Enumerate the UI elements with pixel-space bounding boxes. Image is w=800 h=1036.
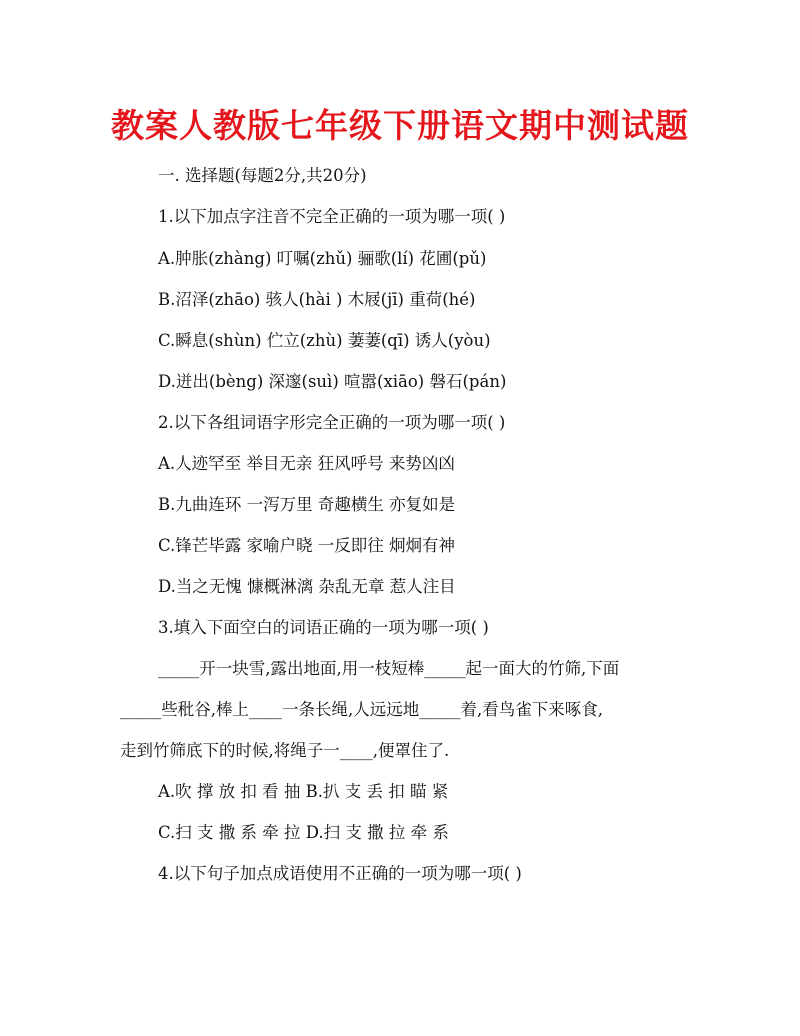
- document-title: 教案人教版七年级下册语文期中测试题: [111, 106, 689, 145]
- q1-option-d: D.迸出(bèng) 深邃(suì) 喧嚣(xiāo) 磐石(pán): [158, 372, 507, 391]
- q2-option-c: C.锋芒毕露 家喻户晓 一反即往 炯炯有神: [158, 536, 456, 555]
- q2-option-d: D.当之无愧 慷概淋漓 杂乱无章 惹人注目: [158, 577, 456, 596]
- q1-option-b: B.沼泽(zhāo) 骇人(hài ) 木屐(jī) 重荷(hé): [158, 290, 476, 309]
- q3-options-ab: A.吹 撑 放 扣 看 抽 B.扒 支 丢 扣 瞄 紧: [158, 782, 449, 801]
- question-4: 4.以下句子加点成语使用不正确的一项为哪一项( ): [158, 864, 522, 883]
- q1-option-a: A.肿胀(zhàng) 叮嘱(zhǔ) 骊歌(lí) 花圃(pǔ): [158, 249, 487, 268]
- q3-options-cd: C.扫 支 撒 系 牵 拉 D.扫 支 撒 拉 牵 系: [158, 823, 449, 842]
- q3-passage-line-1: _____开一块雪,露出地面,用一枝短棒_____起一面大的竹筛,下面: [158, 659, 620, 678]
- question-3: 3.填入下面空白的词语正确的一项为哪一项( ): [158, 618, 489, 637]
- q2-option-b: B.九曲连环 一泻万里 奇趣横生 亦复如是: [158, 495, 456, 514]
- q1-option-c: C.瞬息(shùn) 伫立(zhù) 萋萋(qī) 诱人(yòu): [158, 331, 491, 350]
- q2-option-a: A.人迹罕至 举目无亲 狂风呼号 来势凶凶: [158, 454, 455, 473]
- question-1: 1.以下加点字注音不完全正确的一项为哪一项( ): [158, 207, 506, 226]
- question-2: 2.以下各组词语字形完全正确的一项为哪一项( ): [158, 413, 506, 432]
- q3-passage-line-2: _____些秕谷,棒上____一条长绳,人远远地_____着,看鸟雀下来啄食,: [120, 700, 603, 719]
- section-heading: 一. 选择题(每题2分,共20分): [158, 166, 367, 185]
- q3-passage-line-3: 走到竹筛底下的时候,将绳子一____,便罩住了.: [120, 741, 450, 760]
